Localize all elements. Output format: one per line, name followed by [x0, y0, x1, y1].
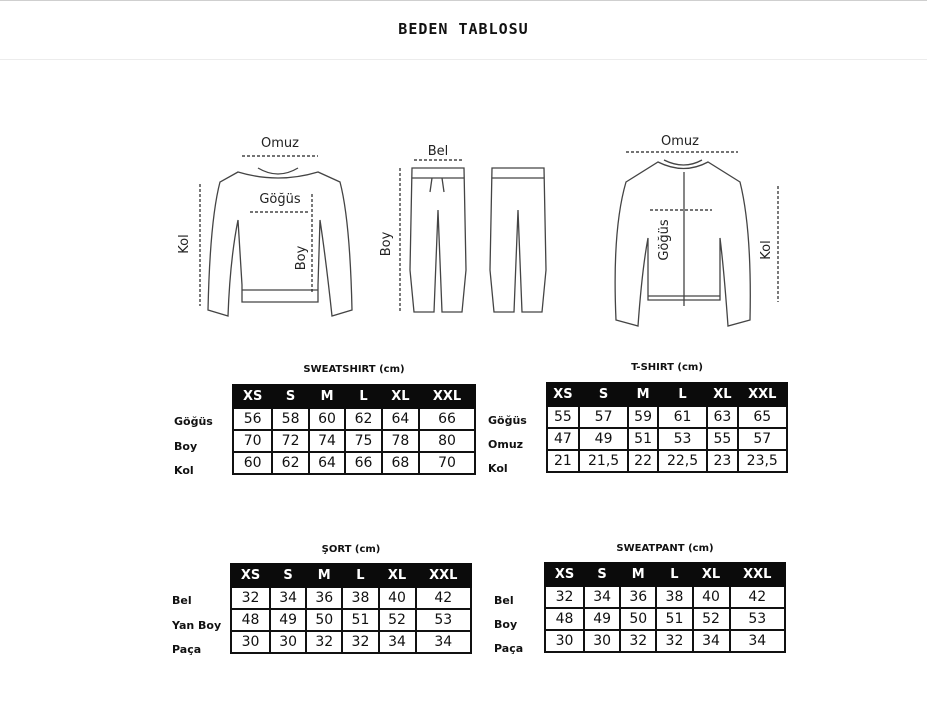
table-cell: 30: [270, 631, 306, 653]
table-cell: 53: [658, 428, 707, 450]
table-cell: 64: [382, 408, 419, 430]
tshirt-row-label: Göğüs: [488, 414, 527, 427]
table-cell: 62: [272, 452, 308, 474]
table-row: [231, 631, 471, 653]
table-row: [545, 586, 785, 608]
table-cell: 22,5: [658, 450, 707, 472]
table-cell: 48: [231, 609, 270, 631]
table-cell: 42: [730, 586, 785, 608]
table-cell: 57: [579, 406, 628, 428]
table-cell: 62: [345, 408, 381, 430]
size-header-cell: S: [579, 383, 628, 406]
size-header-cell: XXL: [416, 564, 471, 587]
table-cell: 64: [309, 452, 345, 474]
jacket-sleeve-label: Kol: [759, 240, 774, 260]
table-row: [547, 406, 787, 428]
size-header-cell: XS: [547, 383, 579, 406]
table-cell: 30: [231, 631, 270, 653]
table-cell: 72: [272, 430, 308, 452]
table-row: [233, 408, 475, 430]
table-row: [547, 428, 787, 450]
table-cell: 30: [584, 630, 620, 652]
size-header-row: [233, 385, 475, 408]
size-header-row: [547, 383, 787, 406]
tshirt-size-table: [546, 382, 788, 473]
table-cell: 21,5: [579, 450, 628, 472]
table-cell: 53: [730, 608, 785, 630]
size-header-cell: M: [309, 385, 345, 408]
table-cell: 34: [693, 630, 730, 652]
pants-back-drawing: [490, 168, 546, 312]
tshirt-row-label: Omuz: [488, 438, 524, 451]
page-title: BEDEN TABLOSU: [398, 20, 529, 38]
size-header-cell: XXL: [738, 383, 787, 406]
table-cell: 47: [547, 428, 579, 450]
table-cell: 78: [382, 430, 419, 452]
table-cell: 34: [416, 631, 471, 653]
sort-row-label: Yan Boy: [172, 619, 222, 632]
table-cell: 38: [342, 587, 378, 609]
size-header-cell: XL: [693, 563, 730, 586]
pants-front-drawing: [410, 168, 466, 312]
sweatpant-row-label: Paça: [494, 642, 524, 655]
size-header-cell: S: [584, 563, 620, 586]
table-cell: 51: [628, 428, 658, 450]
jacket-drawing: [615, 160, 750, 326]
table-cell: 42: [416, 587, 471, 609]
pants-waist-label: Bel: [427, 144, 449, 159]
size-header-cell: XS: [233, 385, 272, 408]
sweatshirt-chest-label: Göğüs: [259, 192, 301, 207]
table-cell: 50: [306, 609, 342, 631]
table-cell: 32: [342, 631, 378, 653]
pants-length-label: Boy: [379, 231, 394, 257]
tshirt-table-title: T-SHIRT (cm): [631, 362, 703, 373]
table-cell: 57: [738, 428, 787, 450]
table-cell: 32: [620, 630, 656, 652]
size-header-cell: M: [620, 563, 656, 586]
table-cell: 34: [584, 586, 620, 608]
table-cell: 36: [620, 586, 656, 608]
table-cell: 40: [379, 587, 416, 609]
sweatshirt-row-label: Boy: [174, 440, 198, 453]
sweatpant-row-label: Bel: [494, 594, 514, 607]
table-cell: 60: [309, 408, 345, 430]
table-cell: 60: [233, 452, 272, 474]
table-cell: 38: [656, 586, 692, 608]
size-header-cell: XS: [545, 563, 584, 586]
table-cell: 80: [419, 430, 475, 452]
page-header: [0, 0, 927, 60]
table-cell: 70: [233, 430, 272, 452]
table-row: [545, 630, 785, 652]
table-row: [545, 608, 785, 630]
size-header-cell: S: [270, 564, 306, 587]
table-cell: 32: [545, 586, 584, 608]
size-header-cell: XXL: [730, 563, 785, 586]
table-cell: 52: [693, 608, 730, 630]
table-cell: 56: [233, 408, 272, 430]
table-cell: 22: [628, 450, 658, 472]
illustration-svg: [0, 120, 927, 340]
tshirt-row-label: Kol: [488, 462, 508, 475]
table-cell: 32: [656, 630, 692, 652]
sort-row-label: Bel: [172, 594, 192, 607]
table-cell: 23: [707, 450, 737, 472]
table-cell: 70: [419, 452, 475, 474]
table-cell: 59: [628, 406, 658, 428]
sweatshirt-sleeve-label: Kol: [177, 234, 192, 254]
table-cell: 21: [547, 450, 579, 472]
table-cell: 34: [379, 631, 416, 653]
table-cell: 74: [309, 430, 345, 452]
sweatshirt-row-label: Göğüs: [174, 415, 213, 428]
size-header-cell: M: [306, 564, 342, 587]
table-cell: 66: [419, 408, 475, 430]
table-cell: 58: [272, 408, 308, 430]
table-cell: 23,5: [738, 450, 787, 472]
table-cell: 49: [270, 609, 306, 631]
table-cell: 75: [345, 430, 381, 452]
sweatpant-row-label: Boy: [494, 618, 518, 631]
size-header-cell: L: [658, 383, 707, 406]
sort-size-table: [230, 563, 472, 654]
table-row: [231, 609, 471, 631]
table-cell: 49: [579, 428, 628, 450]
size-header-cell: XXL: [419, 385, 475, 408]
table-cell: 55: [547, 406, 579, 428]
sweatshirt-shoulder-label: Omuz: [261, 136, 299, 151]
table-cell: 36: [306, 587, 342, 609]
table-cell: 53: [416, 609, 471, 631]
table-cell: 34: [730, 630, 785, 652]
sweatshirt-table-title: SWEATSHIRT (cm): [303, 364, 405, 375]
size-header-cell: L: [342, 564, 378, 587]
sweatshirt-drawing: [208, 168, 352, 316]
sweatshirt-row-label: Kol: [174, 464, 194, 477]
size-header-cell: S: [272, 385, 308, 408]
table-cell: 63: [707, 406, 737, 428]
table-cell: 40: [693, 586, 730, 608]
table-cell: 68: [382, 452, 419, 474]
table-cell: 30: [545, 630, 584, 652]
table-cell: 50: [620, 608, 656, 630]
table-row: [231, 587, 471, 609]
table-cell: 49: [584, 608, 620, 630]
table-row: [233, 430, 475, 452]
table-cell: 65: [738, 406, 787, 428]
size-header-cell: XS: [231, 564, 270, 587]
size-header-row: [231, 564, 471, 587]
table-cell: 61: [658, 406, 707, 428]
table-cell: 51: [656, 608, 692, 630]
jacket-chest-label: Göğüs: [657, 219, 672, 261]
size-header-cell: M: [628, 383, 658, 406]
table-cell: 51: [342, 609, 378, 631]
sweatpant-table-title: SWEATPANT (cm): [616, 543, 714, 554]
table-row: [547, 450, 787, 472]
size-header-cell: L: [656, 563, 692, 586]
sort-table-title: ŞORT (cm): [321, 544, 381, 555]
size-header-cell: L: [345, 385, 381, 408]
table-cell: 52: [379, 609, 416, 631]
size-header-row: [545, 563, 785, 586]
table-cell: 32: [306, 631, 342, 653]
table-cell: 66: [345, 452, 381, 474]
jacket-shoulder-label: Omuz: [661, 134, 699, 149]
size-header-cell: XL: [707, 383, 737, 406]
size-header-cell: XL: [382, 385, 419, 408]
size-header-cell: XL: [379, 564, 416, 587]
table-cell: 34: [270, 587, 306, 609]
garment-illustrations: [0, 120, 927, 340]
sweatshirt-size-table: [232, 384, 476, 475]
table-cell: 55: [707, 428, 737, 450]
sweatpant-size-table: [544, 562, 786, 653]
table-cell: 48: [545, 608, 584, 630]
sort-row-label: Paça: [172, 643, 202, 656]
table-row: [233, 452, 475, 474]
sweatshirt-length-label: Boy: [294, 245, 309, 271]
table-cell: 32: [231, 587, 270, 609]
